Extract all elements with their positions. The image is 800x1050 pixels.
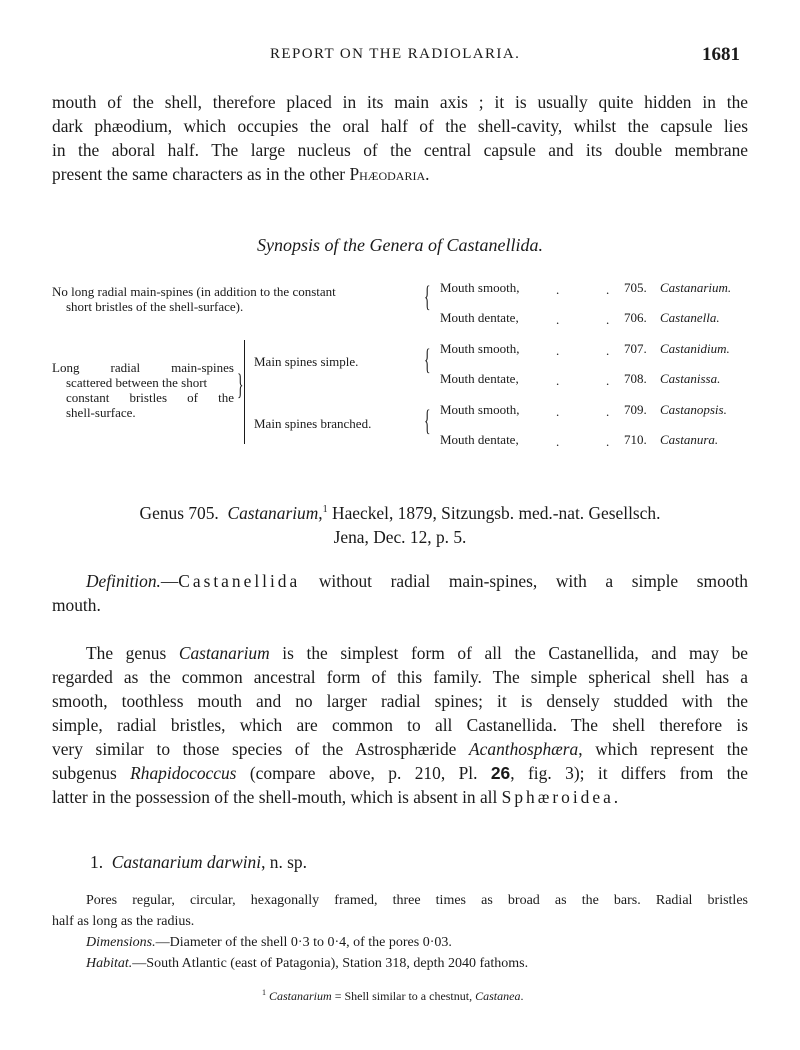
- sub-branched: Main spines branched.: [254, 416, 372, 431]
- footnote-latin: Castanea: [475, 989, 521, 1003]
- species-desc-line-1: Pores regular, circular, hexagonally framed, three times as broad as the bars. Radial bristles: [86, 893, 748, 908]
- definition-label: Definition.: [86, 571, 161, 591]
- group2-line-3: [52, 390, 234, 405]
- body-line-5: [52, 737, 748, 761]
- brace-simple: {: [424, 343, 431, 376]
- genus-name: Castanella.: [660, 310, 720, 325]
- body-italic: Rhapidococcus: [130, 763, 237, 783]
- brace-branched: {: [424, 404, 431, 437]
- group2-line-1: [52, 360, 234, 375]
- footnote: [262, 988, 523, 1004]
- group2-word: the: [218, 390, 234, 405]
- genus-number: 709.: [624, 402, 647, 417]
- synopsis-group-no-spines: [52, 284, 422, 314]
- leader-dot: .: [606, 282, 610, 297]
- phaeodaria-term: Phæodaria: [349, 164, 426, 184]
- brace-group2: }: [237, 368, 244, 401]
- species-name: Castanarium darwini: [111, 852, 262, 872]
- body-text: latter in the possession of the shell-mouth, which is absent in all: [52, 787, 502, 807]
- plate-number: 26: [490, 763, 511, 783]
- body-line-2: regarded as the common ancestral form of this family. The simple spherical shell has a: [52, 667, 748, 687]
- intro-line-1: mouth of the shell, therefore placed in its main axis ; it is usually quite hidden in the: [52, 92, 748, 112]
- genus-number: 705.: [624, 280, 647, 295]
- genus-name: Castanura.: [660, 432, 719, 447]
- leader-dot: .: [556, 434, 560, 449]
- body-line-1: [52, 641, 748, 665]
- body-text: The genus: [86, 643, 179, 663]
- genus-number: 710.: [624, 432, 647, 447]
- habitat-label: Habitat.: [86, 956, 133, 971]
- group2-word: of: [187, 390, 198, 405]
- body-italic: Acanthosphæra: [469, 739, 579, 759]
- group2-word: main-spines: [171, 360, 234, 375]
- footnote-end: .: [520, 989, 524, 1003]
- group2-line-4: shell-surface.: [66, 405, 136, 420]
- body-italic: Castanarium: [178, 643, 270, 663]
- genus-number: 708.: [624, 371, 647, 386]
- group1-line-2: short bristles of the shell-surface).: [66, 299, 244, 314]
- body-text: , fig. 3); it differs from the: [510, 763, 748, 783]
- leader-dot: .: [556, 373, 560, 388]
- genus-name: Castanissa.: [660, 371, 721, 386]
- sphaeroidea-term: Sphæroidea: [501, 787, 614, 807]
- definition-line-1: [52, 569, 748, 593]
- definition-text: without radial main-spines, with a simple smooth: [300, 571, 748, 591]
- genus-name: Castanidium.: [660, 341, 730, 356]
- body-line-3: smooth, toothless mouth and no larger radial spines; it is densely studded with the: [52, 691, 748, 711]
- species-description: [52, 890, 748, 974]
- intro-paragraph: [52, 90, 748, 186]
- body-text: (compare above, p. 210, Pl.: [236, 763, 491, 783]
- intro-line-4: [52, 162, 748, 186]
- genus-heading-citation: Haeckel, 1879, Sitzungsb. med.-nat. Gesellsch.: [332, 503, 661, 523]
- leader-dot: .: [556, 343, 560, 358]
- page-number: 1681: [702, 44, 740, 65]
- definition-line-2: mouth.: [52, 595, 101, 615]
- definition-dash: —: [160, 571, 179, 591]
- genus-heading-line-1: [0, 503, 800, 524]
- intro-line-4-end: .: [425, 164, 430, 184]
- species-suffix: , n. sp.: [261, 852, 307, 872]
- footnote-marker: 1: [322, 504, 328, 516]
- footnote-text: = Shell similar to a chestnut,: [331, 989, 476, 1003]
- genus-heading-line-2: Jena, Dec. 12, p. 5.: [333, 527, 467, 547]
- intro-line-3: in the aboral half. The large nucleus of the central capsule and its double membrane: [52, 140, 748, 160]
- group2-line-2: scattered between the short: [66, 375, 208, 390]
- mouth-label: Mouth dentate,: [440, 432, 519, 447]
- brace-group1: {: [424, 280, 431, 313]
- genus-name: Castanarium.: [660, 280, 732, 295]
- genus-heading-name: Castanarium,: [227, 503, 323, 523]
- mouth-label: Mouth dentate,: [440, 310, 519, 325]
- genus-number: 706.: [624, 310, 647, 325]
- body-text: very similar to those species of the Astrosphæride: [52, 739, 470, 759]
- body-text: is the simplest form of all the Castanellida, and may be: [269, 643, 748, 663]
- leader-dot: .: [556, 404, 560, 419]
- mouth-label: Mouth smooth,: [440, 402, 520, 417]
- genus-name: Castanopsis.: [660, 402, 727, 417]
- castanellida-term: Castanellida: [178, 571, 301, 591]
- body-text: subgenus: [52, 763, 131, 783]
- running-header-title: REPORT ON THE RADIOLARIA.: [270, 46, 521, 62]
- body-text: , which represent the: [578, 739, 748, 759]
- synopsis-title: Synopsis of the Genera of Castanellida.: [257, 235, 543, 255]
- species-heading: [90, 852, 307, 873]
- body-line-7: [52, 785, 748, 809]
- sub-simple: Main spines simple.: [254, 354, 359, 369]
- mouth-label: Mouth smooth,: [440, 280, 520, 295]
- footnote-number: 1: [262, 988, 266, 997]
- group2-word: bristles: [129, 390, 168, 405]
- habitat-line: [52, 953, 748, 974]
- leader-dot: .: [556, 312, 560, 327]
- group1-line-1: No long radial main-spines (in addition to the constant: [52, 284, 336, 299]
- mouth-label: Mouth smooth,: [440, 341, 520, 356]
- body-text: .: [613, 787, 619, 807]
- intro-line-4-text: present the same characters as in the other: [52, 164, 350, 184]
- leader-dot: .: [606, 434, 610, 449]
- mouth-label: Mouth dentate,: [440, 371, 519, 386]
- body-line-4: simple, radial bristles, which are common to all Castanellida. The shell therefore is: [52, 715, 748, 735]
- group2-word: radial: [110, 360, 141, 375]
- species-desc-line-2: half as long as the radius.: [52, 914, 195, 929]
- leader-dot: .: [606, 373, 610, 388]
- habitat-text: —South Atlantic (east of Patagonia), Station 318, depth 2040 fathoms.: [132, 956, 529, 971]
- genus-heading-number: Genus 705.: [139, 503, 219, 523]
- dimensions-label: Dimensions.: [86, 935, 156, 950]
- leader-dot: .: [606, 343, 610, 358]
- brace-line-group2: [244, 340, 245, 444]
- intro-line-2: dark phæodium, which occupies the oral half of the shell-cavity, whilst the capsule lies: [52, 116, 748, 136]
- genus-number: 707.: [624, 341, 647, 356]
- dimensions-line: [52, 932, 748, 953]
- body-paragraph: [52, 641, 748, 809]
- group2-word: Long: [52, 360, 80, 375]
- synopsis-group-long-spines: [52, 360, 234, 420]
- dimensions-text: —Diameter of the shell 0·3 to 0·4, of the pores 0·03.: [155, 935, 452, 950]
- leader-dot: .: [606, 312, 610, 327]
- leader-dot: .: [606, 404, 610, 419]
- footnote-term: Castanarium: [269, 989, 332, 1003]
- definition-paragraph: [52, 569, 748, 617]
- group2-word: constant: [66, 390, 110, 405]
- leader-dot: .: [556, 282, 560, 297]
- body-line-6: [52, 761, 748, 785]
- species-number: 1.: [90, 852, 104, 872]
